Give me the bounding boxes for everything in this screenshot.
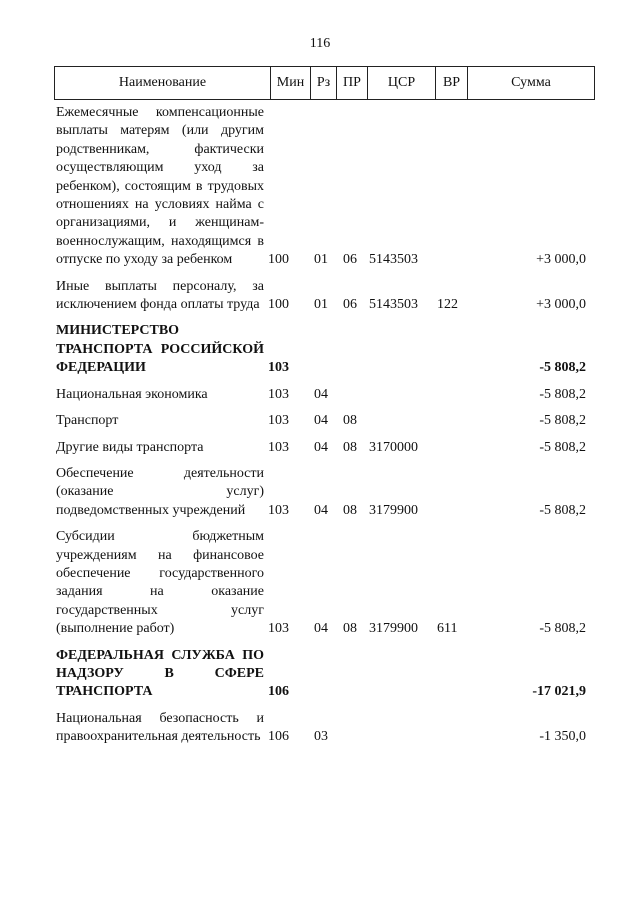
row-rz: 04 (314, 502, 328, 518)
header-sum: Сумма (511, 75, 551, 90)
row-name: Другие виды транспорта (56, 439, 204, 455)
row-name: Ежемесячные компенсационные выплаты матерям (или другим родственникам, фактически осуществляющим уход за ребенком), состоящим в трудовых отношениях на условиях найма с организациями, и женщинам-военнослужащим, находящимся в отпуске по уходу за ребенком (56, 105, 264, 268)
table-row (54, 412, 595, 430)
row-vr: 611 (437, 621, 458, 637)
table-header (54, 66, 595, 100)
row-name: Обеспечение деятельности (оказание услуг) подведомственных учреждений (56, 465, 264, 518)
row-name: Национальная экономика (56, 386, 208, 402)
table-row (54, 647, 595, 702)
row-pr: 08 (343, 621, 357, 637)
table-row (54, 278, 595, 315)
row-sum: -1 350,0 (539, 729, 586, 745)
row-vr: 122 (437, 297, 458, 313)
row-rz: 03 (314, 729, 328, 745)
row-min: 103 (268, 386, 289, 402)
row-min: 103 (268, 502, 289, 518)
row-min: 106 (268, 684, 289, 700)
row-name: Транспорт (56, 413, 119, 429)
row-name: Субсидии бюджетным учреждениям на финансовое обеспечение государственного задания на оказание государственных услуг (выполнение работ) (56, 529, 264, 637)
table-row (54, 386, 595, 404)
row-sum: -5 808,2 (539, 439, 586, 455)
table-body (54, 104, 595, 755)
row-sum: -5 808,2 (539, 386, 586, 402)
header-vr: ВР (436, 67, 468, 99)
header-rz: Рз (311, 67, 337, 99)
table-row (54, 465, 595, 520)
row-csr: 3179900 (369, 621, 418, 637)
row-rz: 04 (314, 621, 328, 637)
row-sum: +3 000,0 (536, 252, 586, 268)
row-min: 103 (268, 439, 289, 455)
row-csr: 5143503 (369, 252, 418, 268)
row-min: 103 (268, 360, 289, 376)
row-sum: -5 808,2 (539, 502, 586, 518)
row-rz: 01 (314, 252, 328, 268)
row-name: ФЕДЕРАЛЬНАЯ СЛУЖБА ПО НАДЗОРУ В СФЕРЕ ТРАНСПОРТА (56, 647, 264, 700)
header-name: Наименование (55, 67, 271, 99)
row-rz: 04 (314, 439, 328, 455)
row-csr: 3170000 (369, 439, 418, 455)
row-sum: +3 000,0 (536, 297, 586, 313)
row-rz: 04 (314, 386, 328, 402)
row-rz: 04 (314, 413, 328, 429)
header-csr: ЦСР (368, 67, 436, 99)
row-min: 100 (268, 252, 289, 268)
row-csr: 3179900 (369, 502, 418, 518)
row-pr: 08 (343, 413, 357, 429)
row-pr: 08 (343, 502, 357, 518)
row-name: МИНИСТЕРСТВО ТРАНСПОРТА РОССИЙСКОЙ ФЕДЕРАЦИИ (56, 323, 264, 376)
row-pr: 06 (343, 297, 357, 313)
row-sum: -5 808,2 (539, 360, 586, 376)
row-min: 106 (268, 729, 289, 745)
table-row (54, 528, 595, 638)
row-pr: 06 (343, 252, 357, 268)
table-row (54, 104, 595, 270)
table-row (54, 710, 595, 747)
table-row (54, 322, 595, 377)
page-number: 116 (309, 36, 331, 51)
row-min: 103 (268, 621, 289, 637)
row-sum: -5 808,2 (539, 621, 586, 637)
row-rz: 01 (314, 297, 328, 313)
table-row (54, 439, 595, 457)
row-name: Иные выплаты персоналу, за исключением фонда оплаты труда (56, 278, 264, 313)
row-sum: -17 021,9 (532, 684, 586, 700)
header-pr: ПР (337, 67, 368, 99)
row-min: 103 (268, 413, 289, 429)
row-name: Национальная безопасность и правоохранительная деятельность (56, 710, 264, 745)
row-min: 100 (268, 297, 289, 313)
row-pr: 08 (343, 439, 357, 455)
row-csr: 5143503 (369, 297, 418, 313)
header-min: Мин (271, 67, 311, 99)
row-sum: -5 808,2 (539, 413, 586, 429)
